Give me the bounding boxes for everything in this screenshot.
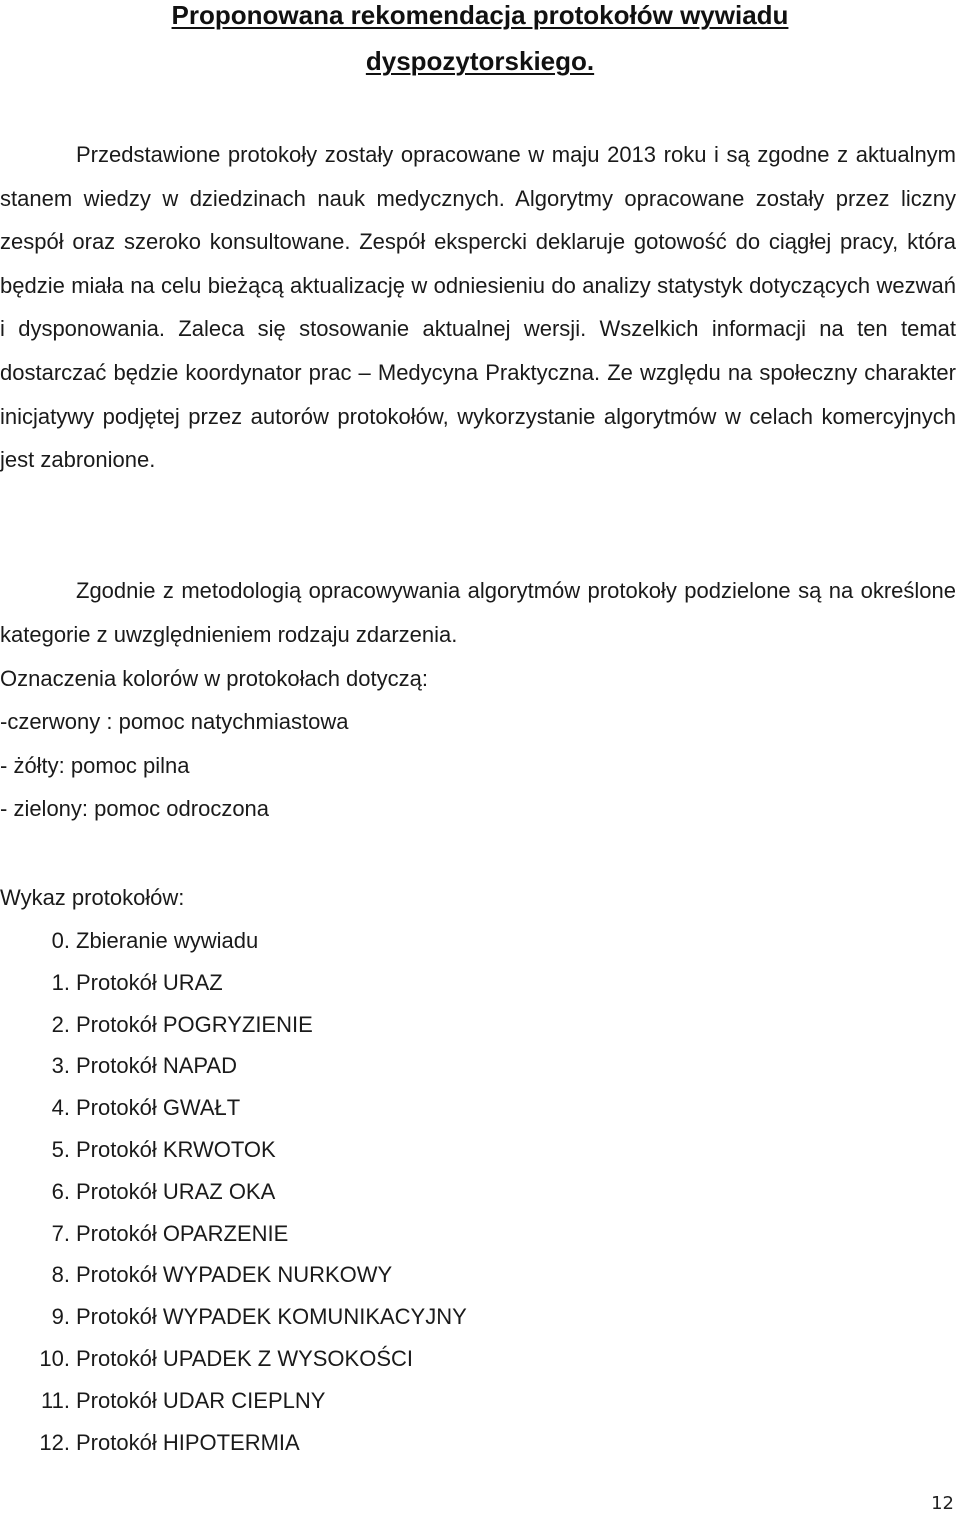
list-item-number: 9. — [51, 1304, 70, 1330]
page-title-line-1: Proponowana rekomendacja protokołów wywiadu — [171, 0, 789, 30]
intro-paragraph: Przedstawione protokoły zostały opracowane w maju 2013 roku i są zgodne z aktualnym stanem wiedzy w dziedzinach nauk medycznych. Algorytmy opracowane zostały przez liczny zespół oraz szeroko konsultowane. Zespół ekspercki deklaruje gotowość do ciągłej pracy, która będzie miała na celu bieżącą aktualizację w odniesieniu do analizy statystyk dotyczących wezwań i dysponowania. Zaleca się stosowanie aktualnej wersji. Wszelkich informacji na ten temat dostarczać będzie koordynator prac – Medycyna Praktyczna. Ze względu na społeczny charakter inicjatywy podjętej przez autorów protokołów, wykorzystanie algorytmów w celach komercyjnych jest zabronione. — [0, 142, 956, 473]
list-item-label: Protokół HIPOTERMIA — [76, 1429, 300, 1455]
color-codes-heading: Oznaczenia kolorów w protokołach dotyczą: — [0, 666, 428, 691]
list-item-label: Protokół KRWOTOK — [76, 1136, 276, 1162]
list-item-label: Protokół WYPADEK KOMUNIKACYJNY — [76, 1304, 467, 1330]
list-item-label: Zbieranie wywiadu — [76, 928, 259, 953]
list-item-number: 3. — [51, 1053, 70, 1079]
list-item-label: Protokół WYPADEK NURKOWY — [76, 1262, 393, 1288]
page-title-line-2: dyspozytorskiego. — [365, 46, 595, 76]
list-item-number: 8. — [51, 1262, 70, 1288]
list-item-number: 5. — [51, 1136, 70, 1162]
protocols-heading: Wykaz protokołów: — [0, 885, 185, 910]
color-code-yellow: - żółty: pomoc pilna — [0, 753, 190, 778]
list-item-number: 12. — [39, 1429, 70, 1455]
list-item-label: Protokół UDAR CIEPLNY — [76, 1387, 326, 1413]
list-item-number: 6. — [51, 1178, 70, 1204]
list-item-label: Protokół OPARZENIE — [76, 1220, 289, 1246]
list-item-label: Protokół GWAŁT — [76, 1095, 241, 1121]
list-item-label: Protokół URAZ — [76, 969, 223, 995]
page-number: 12 — [931, 1493, 954, 1514]
list-item-number: 10. — [39, 1345, 70, 1371]
list-item-number: 1. — [51, 969, 70, 995]
color-code-red: -czerwony : pomoc natychmiastowa — [0, 709, 349, 734]
list-item-number: 2. — [51, 1011, 70, 1037]
list-item-number: 0. — [51, 928, 70, 953]
list-item-number: 11. — [41, 1387, 70, 1413]
list-item-number: 7. — [51, 1220, 70, 1246]
list-item-label: Protokół URAZ OKA — [76, 1178, 276, 1204]
color-code-green: - zielony: pomoc odroczona — [0, 796, 270, 821]
list-item-label: Protokół NAPAD — [76, 1053, 237, 1079]
methodology-paragraph: Zgodnie z metodologią opracowywania algorytmów protokoły podzielone są na określone kategorie z uwzględnieniem rodzaju zdarzenia. — [0, 578, 956, 647]
list-item-label: Protokół POGRYZIENIE — [76, 1011, 313, 1037]
list-item-label: Protokół UPADEK Z WYSOKOŚCI — [76, 1345, 414, 1371]
list-item-number: 4. — [51, 1095, 70, 1121]
